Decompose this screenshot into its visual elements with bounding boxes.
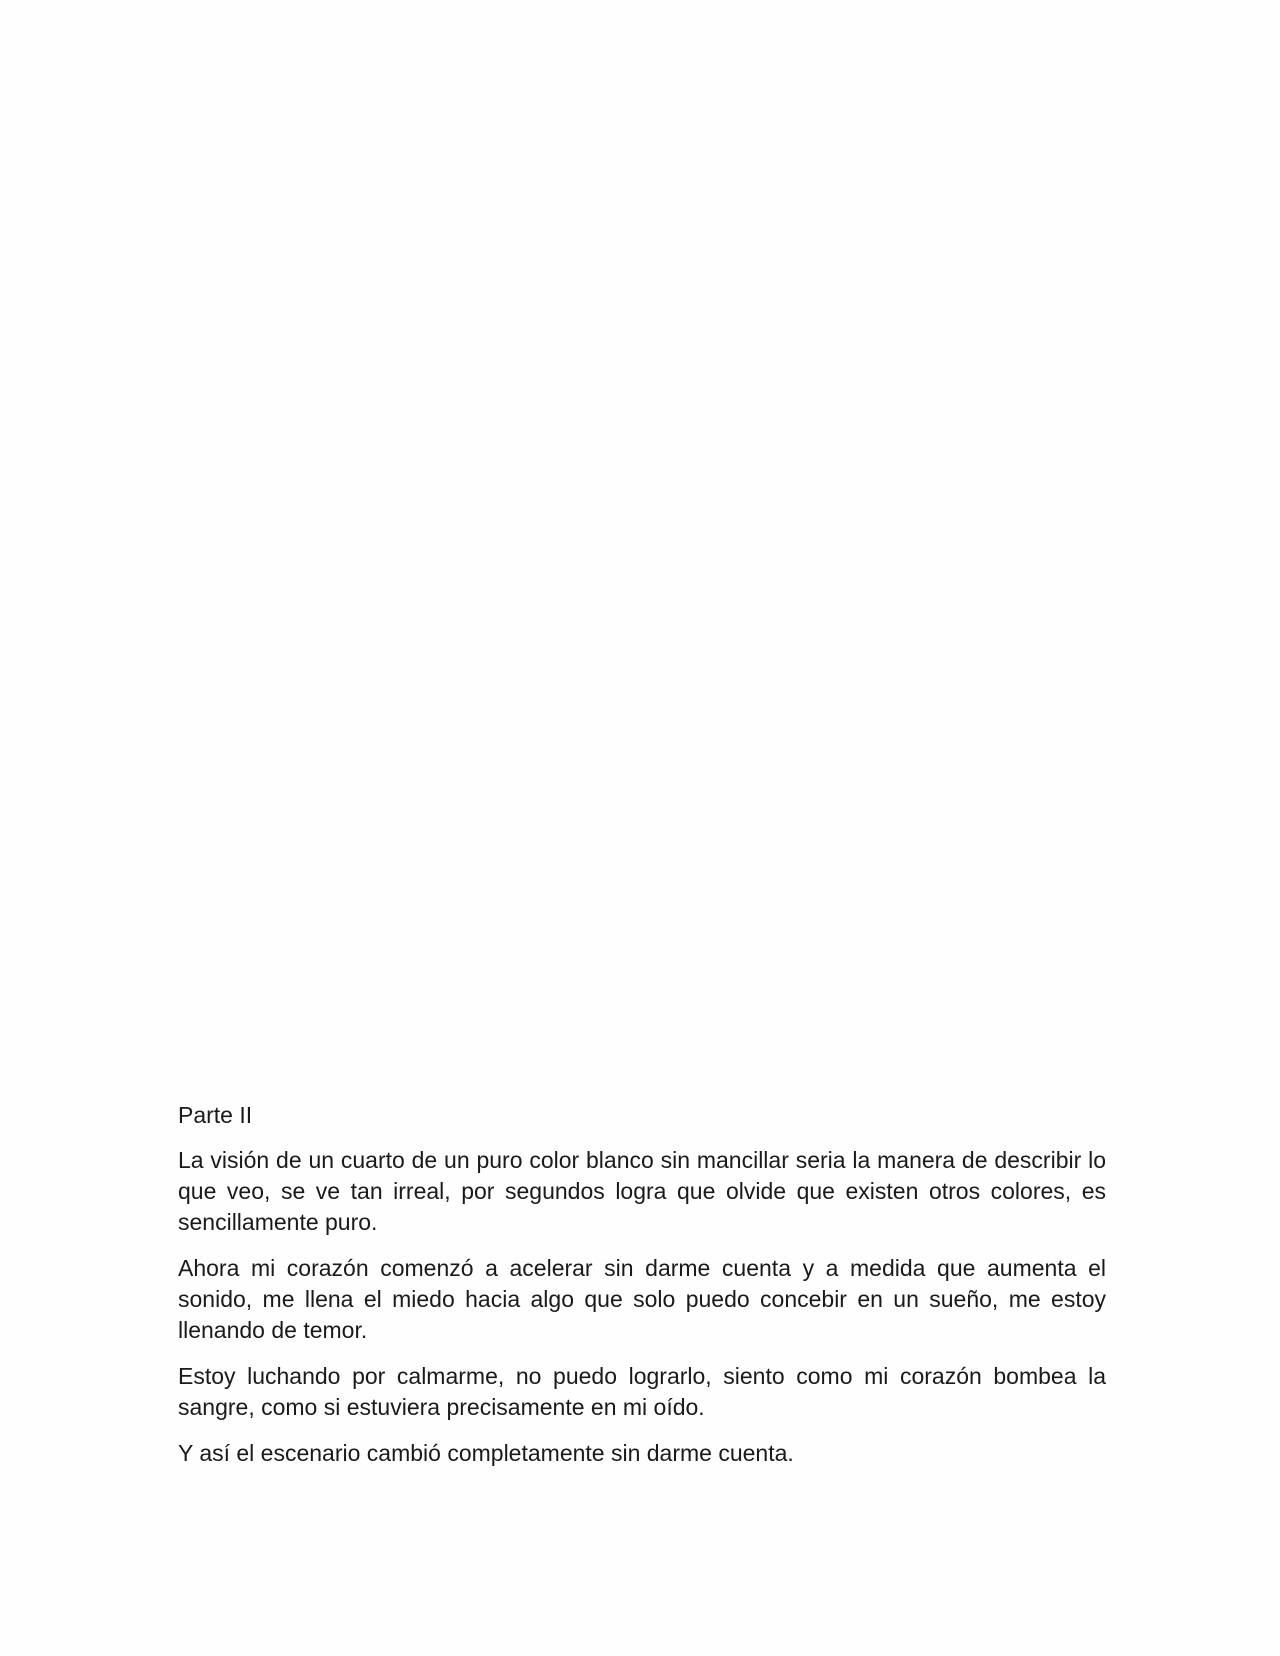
text-block [178, 1100, 1106, 1484]
paragraph-1: La visión de un cuarto de un puro color blanco sin mancillar seria la manera de describir lo que veo, se ve tan irreal, por segundos logra que olvide que existen otros colores, es sencillamente puro. [178, 1147, 1106, 1235]
section-heading: Parte II [178, 1102, 253, 1128]
paragraph-3: Estoy luchando por calmarme, no puedo lograrlo, siento como mi corazón bombea la sangre, como si estuviera precisamente en mi oído. [178, 1363, 1106, 1420]
paragraph-2: Ahora mi corazón comenzó a acelerar sin darme cuenta y a medida que aumenta el sonido, me llena el miedo hacia algo que solo puedo concebir en un sueño, me estoy llenando de temor. [178, 1255, 1106, 1343]
paragraph-4: Y así el escenario cambió completamente sin darme cuenta. [178, 1440, 794, 1466]
